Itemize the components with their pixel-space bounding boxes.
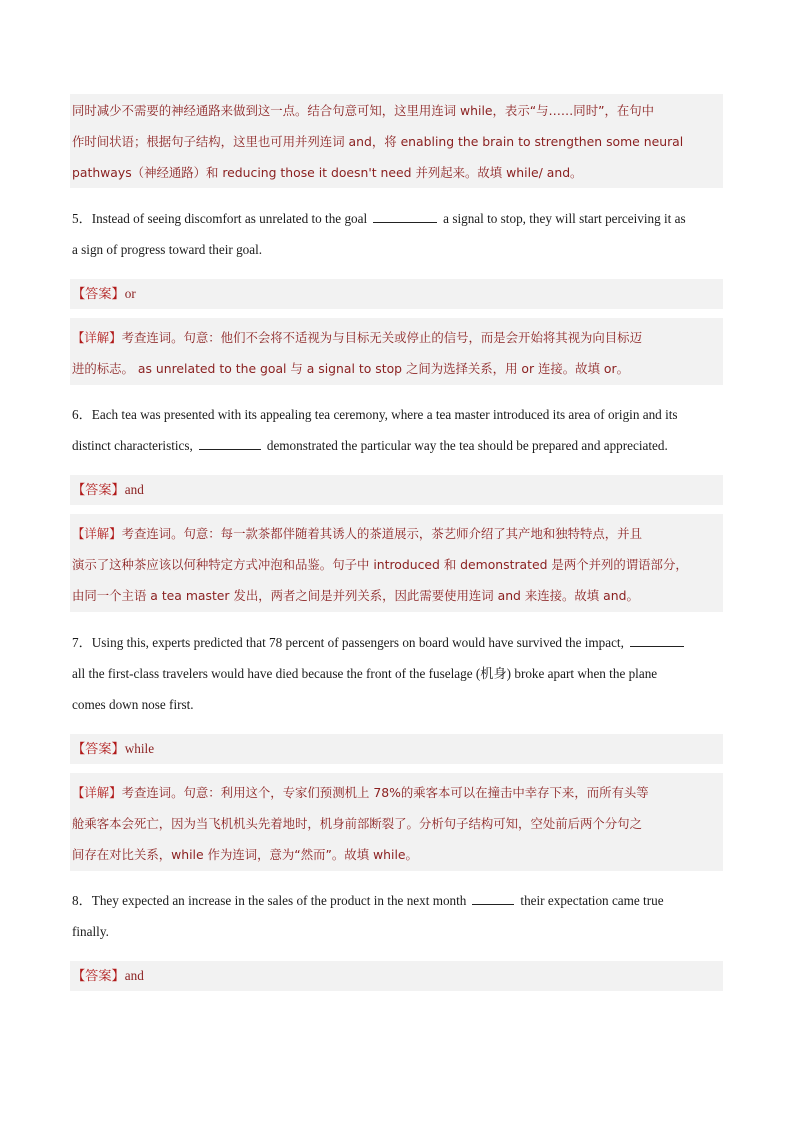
explanation-line-2: 作时间状语；根据句子结构，这里也可用并列连词 and，将 enabling the brain to strengthen some neural — [72, 134, 684, 149]
question-5-line-1: 5．Instead of seeing discomfort as unrelated to the goal a signal to stop, they will start perceiving it as — [72, 211, 686, 226]
question-7-detail-box — [70, 773, 723, 871]
answer-blank — [373, 210, 437, 223]
explanation-line-1: 同时减少不需要的神经通路来做到这一点。结合句意可知，这里用连词 while，表示“与……同时”，在句中 — [72, 103, 655, 118]
question-6-detail-line-3: 由同一个主语 a tea master 发出，两者之间是并列关系，因此需要使用连词 and 来连接。故填 and。 — [72, 588, 639, 603]
question-5 — [70, 208, 723, 264]
question-5-detail-line-2: 进的标志。 as unrelated to the goal 与 a signal to stop 之间为选择关系，用 or 连接。故填 or。 — [72, 361, 629, 376]
question-5-answer: 【答案】or — [72, 286, 136, 302]
question-6-line-1: 6．Each tea was presented with its appealing tea ceremony, where a tea master introduced its area of origin and its — [72, 407, 678, 422]
question-8-line-2: finally. — [72, 924, 109, 939]
question-5-detail-box — [70, 318, 723, 385]
question-5-detail-line-1: 【详解】考查连词。句意：他们不会将不适视为与目标无关或停止的信号，而是会开始将其视为向目标迈 — [72, 330, 642, 345]
question-6-detail-line-2: 演示了这种茶应该以何种特定方式冲泡和品鉴。句子中 introduced 和 demonstrated 是两个并列的谓语部分， — [72, 557, 688, 572]
answer-blank — [472, 892, 514, 905]
question-6-detail-line-1: 【详解】考查连词。句意：每一款茶都伴随着其诱人的茶道展示，茶艺师介绍了其产地和独特特点，并且 — [72, 526, 642, 541]
question-6 — [70, 404, 723, 460]
explanation-continuation-box — [70, 94, 723, 188]
question-6-detail-box — [70, 514, 723, 612]
answer-blank — [630, 634, 684, 647]
question-5-line-2: a sign of progress toward their goal. — [72, 242, 263, 257]
question-7-answer-box — [70, 734, 723, 764]
question-7-detail-line-1: 【详解】考查连词。句意：利用这个，专家们预测机上 78%的乘客本可以在撞击中幸存下来，而所有头等 — [72, 785, 649, 800]
question-7 — [70, 632, 723, 718]
question-8-line-1: 8．They expected an increase in the sales of the product in the next month their expectation came true — [72, 893, 664, 908]
question-8-answer: 【答案】and — [72, 968, 144, 984]
explanation-line-3: pathways（神经通路）和 reducing those it doesn't need 并列起来。故填 while/ and。 — [72, 165, 583, 180]
question-6-answer: 【答案】and — [72, 482, 144, 498]
question-8 — [70, 890, 723, 946]
question-7-detail-line-3: 间存在对比关系，while 作为连词，意为“然而”。故填 while。 — [72, 847, 418, 862]
question-5-answer-box — [70, 279, 723, 309]
answer-blank — [199, 437, 261, 450]
question-7-answer: 【答案】while — [72, 741, 155, 757]
question-8-answer-box — [70, 961, 723, 991]
question-6-answer-box — [70, 475, 723, 505]
question-7-line-1: 7．Using this, experts predicted that 78 percent of passengers on board would have survived the impact, — [72, 634, 690, 652]
question-6-line-2: distinct characteristics, demonstrated the particular way the tea should be prepared and appreciated. — [72, 438, 668, 453]
question-7-line-3: comes down nose first. — [72, 697, 194, 712]
question-7-detail-line-2: 舱乘客本会死亡，因为当飞机机头先着地时，机身前部断裂了。分析句子结构可知，空处前后两个分句之 — [72, 816, 642, 831]
question-7-line-2: all the first-class travelers would have died because the front of the fuselage (机身) broke apart when the plane — [72, 666, 658, 681]
